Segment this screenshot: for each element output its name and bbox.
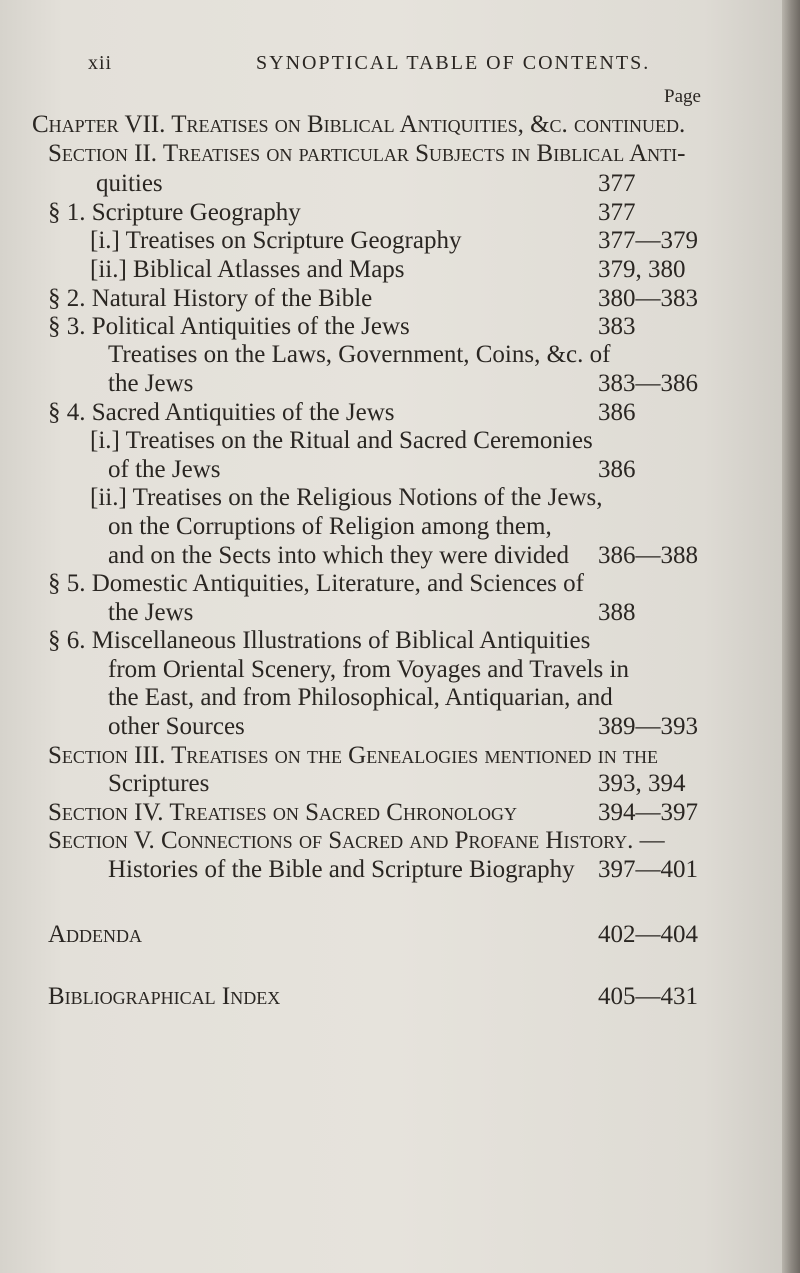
toc-entry-title: on the Corruptions of Religion among them, [108, 513, 552, 540]
toc-entry-title: [ii.] Treatises on the Religious Notions of the Jews, [90, 484, 603, 511]
toc-entry [0, 398, 782, 428]
toc-entry [0, 198, 782, 228]
toc-entry [0, 312, 782, 342]
toc-entry [0, 284, 782, 314]
toc-entry-title: Chapter VII. Treatises on Biblical Antiquities, &c. continued. [32, 111, 686, 138]
toc-entry-page: 383—386 [598, 370, 698, 397]
toc-entry-title: [ii.] Biblical Atlasses and Maps [90, 256, 405, 283]
toc-entry-title: of the Jews [108, 456, 221, 483]
toc-entry-page: 377 [598, 170, 636, 197]
page-column-label: Page [664, 86, 701, 107]
toc-entry-page: 394—397 [598, 799, 698, 826]
toc-entry [0, 569, 782, 599]
toc-entry-title: Bibliographical Index [48, 983, 281, 1010]
toc-entry [0, 541, 782, 571]
toc-entry [0, 769, 782, 799]
toc-entry [0, 139, 782, 169]
toc-entry-title: Section V. Connections of Sacred and Profane History. — [48, 827, 665, 854]
toc-entry [0, 655, 782, 685]
toc-entry-page: 386 [598, 456, 636, 483]
toc-entry-page: 386—388 [598, 542, 698, 569]
toc-entry-title: § 4. Sacred Antiquities of the Jews [48, 399, 395, 426]
toc-entry-title: Treatises on the Laws, Government, Coins, &c. of [108, 341, 611, 368]
toc-entry-title: Section IV. Treatises on Sacred Chronology [48, 799, 517, 826]
toc-entry-page: 386 [598, 399, 636, 426]
toc-entry [0, 110, 782, 140]
page-folio: xii [88, 52, 113, 74]
toc-entry-title: the Jews [108, 599, 194, 626]
toc-entry [0, 169, 782, 199]
running-title: SYNOPTICAL TABLE OF CONTENTS. [256, 52, 651, 74]
toc-entry [0, 855, 782, 885]
toc-entry [0, 226, 782, 256]
toc-entry [0, 626, 782, 656]
toc-entry [0, 982, 782, 1012]
toc-entry [0, 920, 782, 950]
toc-entry-page: 377—379 [598, 227, 698, 254]
toc-entry-title: Section III. Treatises on the Genealogies mentioned in the [48, 742, 658, 769]
toc-entry-page: 379, 380 [598, 256, 686, 283]
toc-entry-title: § 6. Miscellaneous Illustrations of Biblical Antiquities [48, 627, 591, 654]
toc-entry [0, 826, 782, 856]
toc-entry [0, 512, 782, 542]
toc-entry-title: and on the Sects into which they were divided [108, 542, 569, 569]
book-edge [782, 0, 800, 1273]
toc-entry-title: quities [96, 170, 163, 197]
toc-entry-page: 388 [598, 599, 636, 626]
toc-entry-page: 377 [598, 199, 636, 226]
toc-entry [0, 483, 782, 513]
toc-entry-page: 405—431 [598, 983, 698, 1010]
toc-entry-title: Histories of the Bible and Scripture Biography [108, 856, 575, 883]
toc-entry [0, 426, 782, 456]
toc-entry-page: 380—383 [598, 285, 698, 312]
toc-entry-title: Addenda [48, 921, 143, 948]
toc-entry-title: § 5. Domestic Antiquities, Literature, and Sciences of [48, 570, 584, 597]
toc-entry-title: the East, and from Philosophical, Antiquarian, and [108, 684, 613, 711]
toc-entry [0, 598, 782, 628]
toc-entry-page: 393, 394 [598, 770, 686, 797]
toc-entry-title: § 1. Scripture Geography [48, 199, 301, 226]
toc-entry-page: 397—401 [598, 856, 698, 883]
toc-entry-page: 402—404 [598, 921, 698, 948]
toc-entry-page: 383 [598, 313, 636, 340]
toc-entry-page: 389—393 [598, 713, 698, 740]
toc-entry-title: from Oriental Scenery, from Voyages and Travels in [108, 656, 629, 683]
toc-entry-title: Section II. Treatises on particular Subjects in Biblical Anti- [48, 140, 686, 167]
toc-entry-title: the Jews [108, 370, 194, 397]
toc-entry-title: Scriptures [108, 770, 210, 797]
toc-entry-title: § 3. Political Antiquities of the Jews [48, 313, 410, 340]
toc-entry [0, 455, 782, 485]
toc-entry [0, 369, 782, 399]
toc-entry [0, 340, 782, 370]
toc-entry [0, 255, 782, 285]
toc-entry-title: [i.] Treatises on Scripture Geography [90, 227, 462, 254]
toc-entry-title: other Sources [108, 713, 245, 740]
toc-entry [0, 712, 782, 742]
page-header [70, 52, 770, 82]
toc-entry [0, 741, 782, 771]
toc-entry-title: § 2. Natural History of the Bible [48, 285, 373, 312]
toc-entry [0, 683, 782, 713]
toc-entry-title: [i.] Treatises on the Ritual and Sacred Ceremonies [90, 427, 593, 454]
toc-entry [0, 798, 782, 828]
